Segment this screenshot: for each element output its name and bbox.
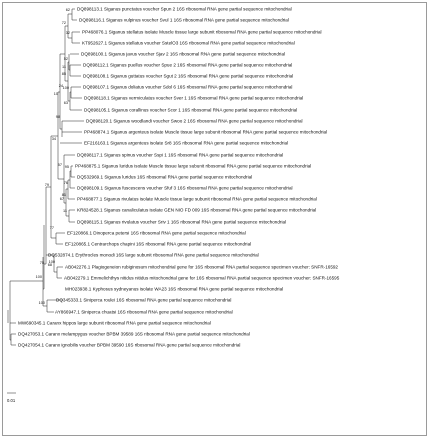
- support-value: 76: [63, 181, 68, 185]
- support-value: 100: [35, 275, 42, 279]
- tree-leaf-label: DQ898112.1 Siganus puellus voucher Spue 2 16S ribosomal RNA gene partial sequence mitochondrial: [83, 62, 293, 68]
- tree-leaf-label: AB042279.1 Emmelichthys nitidus nitidus mitochondrial gene for 16S ribosomal RNA partial sequence specimen voucher: SNFR-16595: [64, 275, 340, 281]
- tree-leaf-label: DQ898120.1 Siganus woodlandi voucher Swoo 2 16S ribosomal RNA gene partial sequence mitochondrial: [86, 118, 303, 124]
- support-value: 85: [61, 72, 66, 76]
- tree-leaf-label: DQ898107.1 Siganus doliatus voucher Sdol 6 16S ribosomal RNA gene partial sequence mitochondrial: [83, 84, 293, 90]
- tree-leaf-label: AY866947.1 Siniperca chuatsi 16S ribosomal RNA gene partial sequence mitochondrial: [55, 309, 233, 315]
- support-value: 67: [59, 197, 64, 201]
- support-value: 62: [65, 8, 70, 12]
- tree-leaf-label: EF216163.1 Siganus argenteus isolate Sr8 16S ribosomal RNA gene partial sequence mitochondrial: [84, 140, 289, 146]
- support-value: 32: [65, 31, 70, 35]
- support-value: 72: [61, 21, 66, 25]
- tree-leaf-label: DQ898115.1 Siganus rivulatus voucher Sriv 1 16S ribosomal RNA gene partial sequence mitochondrial: [77, 219, 287, 225]
- tree-leaf-label: EF120866.1 Dinoperca petersi 16S ribosomal RNA gene partial sequence mitochondrial: [67, 230, 246, 236]
- support-value: 24: [58, 84, 63, 88]
- support-value: 63: [63, 101, 68, 105]
- support-value: 79: [44, 183, 49, 187]
- tree-leaf-label: PP468076.1 Siganus stellatus isolate Muscle tissue large subunit ribosomal RNA gene partial sequence mitochondrial: [82, 29, 322, 35]
- support-value: 100: [48, 260, 55, 264]
- tree-leaf-label: KT952627.1 Siganus stellatus voucher SstelO3 16S ribosomal RNA gene partial sequence mitochondrial: [82, 40, 295, 46]
- tree-leaf-label: PP468877.1 Siganus rivulatus isolate Muscle tissue large subunit ribosomal RNA gene partial sequence mitochondrial: [77, 196, 317, 202]
- support-value: 34: [51, 137, 56, 141]
- tree-leaf-label: DQ532874.1 Erythrocles monodi 16S large subunit ribosomal RNA gene partial sequence mitochondrial: [48, 252, 259, 258]
- support-value: 100: [62, 86, 69, 90]
- tree-leaf-label: DQ898105.1 Siganus corallinus voucher Scor 1 16S ribosomal RNA gene partial sequence mitochondrial: [84, 107, 298, 113]
- tree-leaf-label: MW690345.1 Caranx hippos large subunit ribosomal RNA gene partial sequence mitochondrial: [18, 320, 211, 326]
- support-value: 95: [64, 165, 69, 169]
- tree-leaf-label: DQ898100.1 Siganus javus voucher Sjav 2 16S ribosomal RNA gene partial sequence mitochondrial: [81, 51, 286, 57]
- support-value: 77: [49, 226, 54, 230]
- tree-leaf-label: PP468874.1 Siganus argenteus isolate Muscle tissue large subunit ribosomal RNA gene partial sequence mitochondrial: [84, 129, 328, 135]
- tree-leaf-label: KR824528.1 Siganus canaliculatus isolate GEN NIO FD 009 16S ribosomal RNA gene partial sequence mitochondrial: [77, 207, 317, 213]
- support-value: 10: [53, 92, 58, 96]
- tree-leaf-label: DQ898116.1 Siganus vulpinus voucher Svul 1 16S ribosomal RNA gene partial sequence mitochondrial: [79, 17, 289, 23]
- tree-leaf-label: PP468875.1 Siganus luridus isolate Muscle tissue large subunit ribosomal RNA gene partial sequence mitochondrial: [75, 163, 312, 169]
- tree-leaf-label: DQ898117.1 Siganus spinus voucher Sspi 1 16S ribosomal RNA gene partial sequence mitochondrial: [77, 152, 284, 158]
- support-value: 100: [38, 301, 45, 305]
- scale-bar-label: 0.01: [7, 398, 16, 403]
- support-value: 52: [63, 57, 68, 61]
- tree-leaf-label: DQ898113.1 Siganus punctatus voucher Spun 2 16S ribosomal RNA gene partial sequence mitochondrial: [77, 6, 292, 12]
- support-value: 57: [57, 163, 62, 167]
- support-value: 98: [55, 115, 60, 119]
- tree-leaf-label: DQ898108.1 Siganus guttatus voucher Sgut 2 16S ribosomal RNA gene partial sequence mitochondrial: [83, 73, 294, 79]
- tree-leaf-label: MH023938.1 Kyphosus sydneyanus isolate WA23 16S ribosomal RNA gene partial sequence mitochondrial: [65, 286, 284, 292]
- support-value: 11: [62, 65, 66, 69]
- support-value: 75: [39, 261, 44, 265]
- tree-leaf-label: EF120865.1 Centrarchops chapini 16S ribosomal RNA gene partial sequence mitochondrial: [65, 241, 252, 247]
- tree-leaf-label: DQ345333.1 Siniperca roulei 16S ribosomal RNA gene partial sequence mitochondrial: [56, 297, 232, 303]
- tree-leaf-label: DQ427053.1 Caranx melampygus voucher BPBM 39589 16S ribosomal RNA gene partial sequence mitochondrial: [18, 331, 250, 337]
- tree-leaf-label: DQ532969.1 Siganus luridus 16S ribosomal RNA gene partial sequence mitochondrial: [77, 174, 253, 180]
- tree-leaf-label: DQ898109.1 Siganus fuscescens voucher Sfuf 3 16S ribosomal RNA gene partial sequence mitochondrial: [77, 185, 293, 191]
- tree-leaf-label: DQ427054.1 Caranx ignobilis voucher BPBM 39590 16S ribosomal RNA gene partial sequence mitochondrial: [18, 342, 241, 348]
- support-value: 11: [63, 209, 67, 213]
- tree-leaf-label: AB042276.1 Plagiogeneion rubiginosum mitochondrial gene for 16S ribosomal RNA partial sequence specimen voucher: SNFR-16592: [65, 264, 338, 270]
- tree-leaf-label: DQ898118.1 Siganus vermiculatus voucher Sver 1 16S ribosomal RNA gene partial sequence mitochondrial: [84, 95, 304, 101]
- support-value: 68: [47, 263, 52, 267]
- support-value: 81: [61, 193, 66, 197]
